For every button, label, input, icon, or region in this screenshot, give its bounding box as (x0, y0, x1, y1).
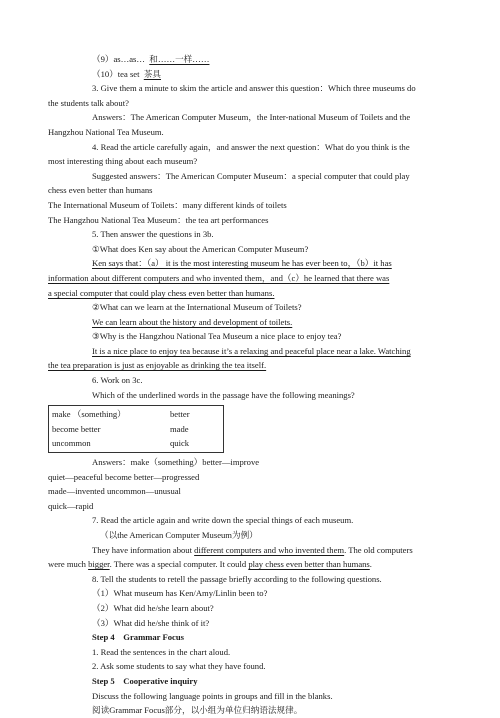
text-run: . (369, 559, 372, 570)
table-row (52, 436, 220, 451)
cooperative-instruction-cn: 阅读Grammar Focus部分，以小组为单位归纳语法规律。 (92, 705, 303, 716)
step-4-question: 4. Read the article carefully again，and answer the next question：What do you think is the (92, 141, 410, 152)
table-cell: make （something） (52, 409, 126, 420)
step-6-heading: 6. Work on 3c. (92, 375, 143, 386)
answer-1-end: a special computer that could play chess even better than humans. (48, 287, 275, 298)
question-3: ③Why is the Hangzhou National Tea Museum a nice place to enjoy tea? (92, 331, 342, 342)
step-4-answer: Suggested answers：The American Computer Museum：a special computer that could play (92, 170, 410, 181)
step-3-question-cont: the students talk about? (48, 97, 129, 108)
vocab-meaning: 和……一样…… (149, 54, 210, 64)
blank-answer: play chess even better than humans (248, 559, 370, 570)
text-run: They have information about (92, 544, 195, 555)
text-run: were much (48, 559, 89, 570)
step-7-heading: 7. Read the article again and write down the special things of each museum. (92, 515, 354, 526)
grammar-step-2: 2. Ask some students to say what they have found. (92, 661, 266, 672)
vocab-meaning: 茶具 (143, 68, 161, 79)
answer-2: We can learn about the history and development of toilets. (92, 316, 293, 327)
step-4-question-cont: most interesting thing about each museum? (48, 156, 198, 167)
step-6-answer: Answers：make（something）better—improve (92, 457, 260, 468)
blank-answer: different computers and who invented them (194, 544, 345, 555)
step-6-answer-3: made—invented uncommon—unusual (48, 486, 181, 497)
meanings-table (48, 405, 224, 453)
document-page (48, 52, 466, 718)
blank-answer: bigger (88, 559, 110, 570)
cooperative-inquiry-heading: Step 5 Cooperative inquiry (92, 675, 198, 686)
vocab-phrase: （9）as…as… (92, 54, 145, 64)
answer-tea-museum: The Hangzhou National Tea Museum：the tea art performances (48, 214, 269, 225)
vocab-item-9 (48, 52, 466, 67)
table-cell: uncommon (52, 438, 91, 449)
table-row (52, 407, 220, 422)
step-4-answer-cont: chess even better than humans (48, 185, 153, 196)
table-cell: quick (170, 438, 190, 449)
step-8-heading: 8. Tell the students to retell the passage briefly according to the following questions. (92, 573, 382, 584)
step-6-answer-2: quiet—peaceful become better—progressed (48, 471, 200, 482)
step-6-question: Which of the underlined words in the passage have the following meanings? (92, 389, 355, 400)
step-7-example (48, 543, 466, 558)
vocab-item-10 (48, 67, 466, 82)
question-2: ②What can we learn at the International Museum of Toilets? (92, 302, 302, 313)
table-cell: made (170, 423, 189, 434)
question-1: ①What does Ken say about the American Computer Museum? (92, 243, 309, 254)
step-5-heading: 5. Then answer the questions in 3b. (92, 229, 214, 240)
cooperative-instruction: Discuss the following language points in groups and fill in the blanks. (92, 690, 333, 701)
step-7-example-cont (48, 557, 466, 572)
table-cell: become better (52, 423, 101, 434)
table-row (52, 422, 220, 437)
answer-3-cont: the tea preparation is just as enjoyable as drinking the tea itself. (48, 360, 267, 371)
step-8-q2: （2）What did he/she learn about? (92, 602, 214, 613)
step-7-example-note: （以the American Computer Museum为例） (100, 530, 258, 540)
text-run: . The old computers (344, 544, 413, 555)
text-run: . There was a special computer. It could (109, 559, 249, 570)
answer-3: It is a nice place to enjoy tea because it’s a relaxing and peaceful place near a lake. Watching (92, 345, 411, 356)
step-3-answer: Answers：The American Computer Museum，the Inter-national Museum of Toilets and the (92, 112, 411, 123)
step-6-answer-4: quick—rapid (48, 500, 94, 511)
vocab-phrase: （10）tea set (92, 68, 140, 79)
step-8-q3: （3）What did he/she think of it? (92, 617, 210, 628)
step-3-question: 3. Give them a minute to skim the article and answer this question：Which three museums do (92, 83, 416, 94)
answer-toilets-museum: The International Museum of Toilets：many different kinds of toilets (48, 199, 287, 210)
answer-1-cont: information about different computers and who invented them，and（c）he learned that there was (48, 272, 390, 283)
step-8-q1: （1）What museum has Ken/Amy/Linlin been to? (92, 588, 268, 599)
grammar-step-1: 1. Read the sentences in the chart aloud. (92, 646, 231, 657)
grammar-focus-heading: Step 4 Grammar Focus (92, 632, 184, 643)
table-cell: better (170, 409, 190, 420)
step-3-answer-cont: Hangzhou National Tea Museum. (48, 126, 164, 137)
answer-1: Ken says that：（a） it is the most interesting museum he has ever been to，（b）it has (92, 258, 392, 269)
